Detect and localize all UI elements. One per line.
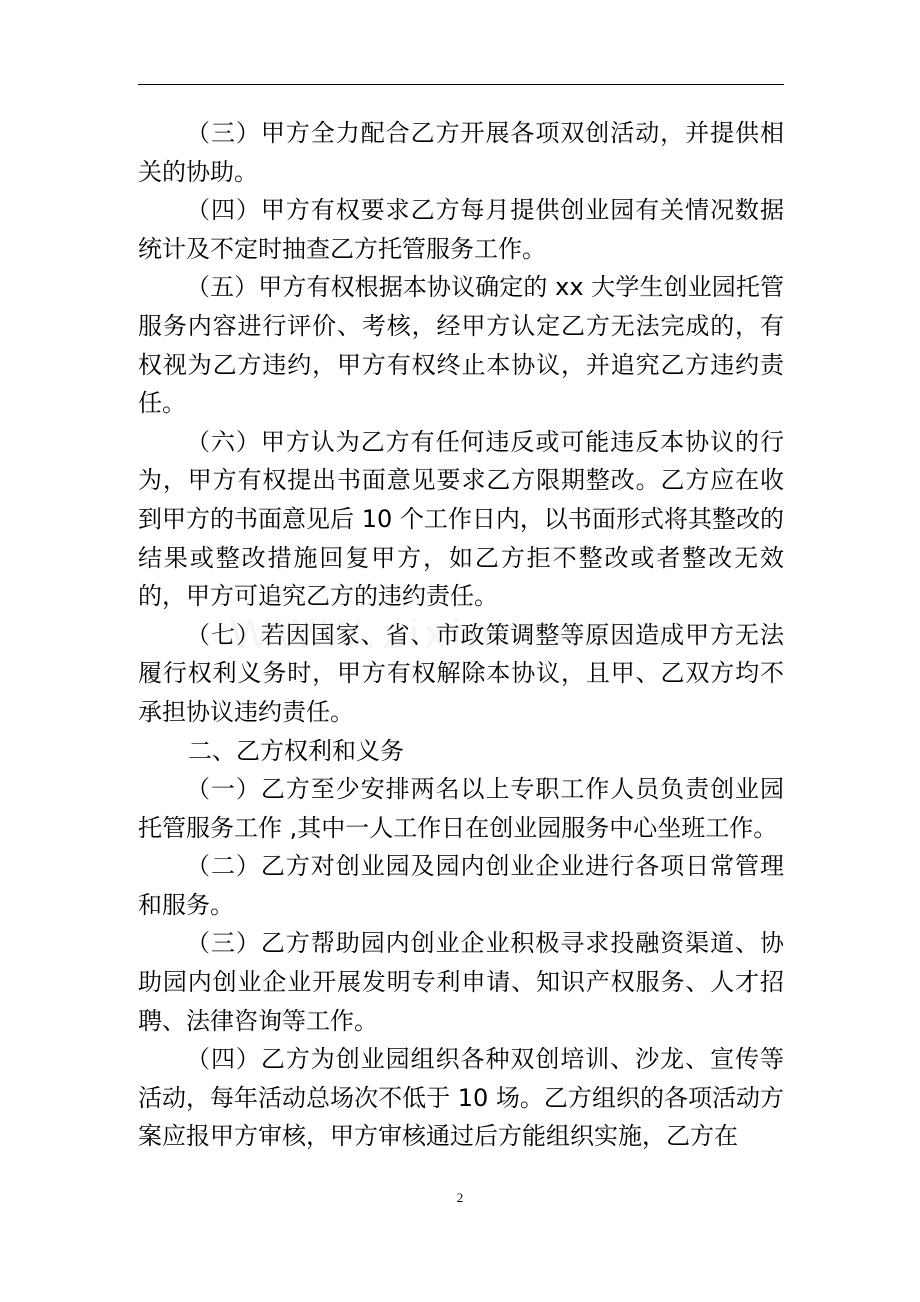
- paragraph-party-b-4: （四）乙方为创业园组织各种双创培训、沙龙、宣传等活动，每年活动总场次不低于 10 场。乙方组织的各项活动方案应报甲方审核，甲方审核通过后方能组织实施，乙方在: [138, 1045, 784, 1151]
- document-body: [138, 114, 784, 1156]
- header-rule: [138, 84, 784, 85]
- paragraph-party-b-2: （二）乙方对创业园及园内创业企业进行各项日常管理和服务。: [138, 852, 784, 919]
- page-number: 2: [456, 1190, 464, 1205]
- section-heading-party-b: 二、乙方权利和义务: [188, 736, 404, 765]
- paragraph-party-a-3: （三）甲方全力配合乙方开展各项双创活动，并提供相关的协助。: [138, 119, 784, 186]
- paragraph-party-a-7: （七）若因国家、省、市政策调整等原因造成甲方无法履行权利义务时，甲方有权解除本协议，且甲、乙双方均不承担协议违约责任。: [138, 620, 784, 726]
- paragraph-party-b-3: （三）乙方帮助园内创业企业积极寻求投融资渠道、协助园内创业企业开展发明专利申请、知识产权服务、人才招聘、法律咨询等工作。: [138, 929, 784, 1035]
- paragraph-party-a-5: （五）甲方有权根据本协议确定的 xx 大学生创业园托管服务内容进行评价、考核，经甲方认定乙方无法完成的，有权视为乙方违约，甲方有权终止本协议，并追究乙方违约责任。: [138, 273, 784, 418]
- paragraph-party-a-4: （四）甲方有权要求乙方每月提供创业园有关情况数据统计及不定时抽查乙方托管服务工作。: [138, 196, 784, 263]
- paragraph-party-a-6: （六）甲方认为乙方有任何违反或可能违反本协议的行为，甲方有权提出书面意见要求乙方限期整改。乙方应在收到甲方的书面意见后 10 个工作日内，以书面形式将其整改的结果或整改措施回复甲方，如乙方拒不整改或者整改无效的，甲方可追究乙方的违约责任。: [138, 427, 784, 611]
- paragraph-party-b-1: （一）乙方至少安排两名以上专职工作人员负责创业园托管服务工作 ,其中一人工作日在创业园服务中心坐班工作。: [138, 775, 784, 842]
